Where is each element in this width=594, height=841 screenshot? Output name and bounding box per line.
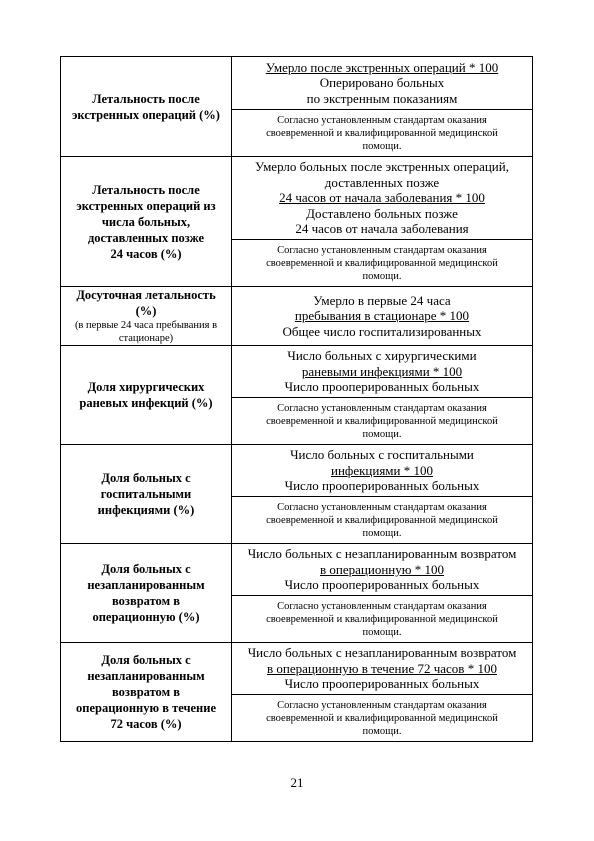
formula-numerator: раневыми инфекциями * 100 (301, 363, 463, 379)
formula-line: Число прооперированных больных (284, 577, 480, 593)
formula-numerator: в операционную в течение 72 часов * 100 (267, 660, 497, 676)
note-cell (232, 398, 533, 445)
formula-line: Оперировано больных (319, 75, 445, 91)
formula-line: Общее число госпитализированных (282, 323, 482, 339)
indicator-name-cell (61, 643, 232, 742)
note-line: Согласно установленным стандартам оказания (277, 699, 487, 711)
note-cell (232, 596, 533, 643)
note-cell (232, 497, 533, 544)
formula-line: Умерло больных после экстренных операций, (255, 159, 509, 175)
note-line: своевременной и квалифицированной медицинской (266, 415, 498, 427)
formula-line: Число прооперированных больных (284, 676, 480, 692)
indicator-name-line: Доля больных с (101, 653, 191, 667)
formula-line: Умерло в первые 24 часа (313, 292, 451, 308)
note-line: Согласно установленным стандартам оказания (277, 501, 487, 513)
indicator-name-line: госпитальными (100, 487, 192, 501)
indicator-name-line: незапланированным (87, 578, 205, 592)
indicator-name-line: Досуточная летальность (76, 288, 216, 302)
note-line: помощи. (362, 626, 402, 638)
indicator-name-line: незапланированным (87, 669, 205, 683)
formula-numerator: пребывания в стационаре * 100 (294, 308, 470, 324)
formula-line (232, 364, 532, 380)
note-line: Согласно установленным стандартам оказания (277, 402, 487, 414)
note-line: помощи. (362, 140, 402, 152)
formula-line (232, 661, 532, 677)
indicator-name-line: Доля хирургических (87, 380, 205, 394)
formula-line (232, 562, 532, 578)
indicator-name-line: числа больных, (101, 214, 191, 229)
indicator-name-line: экстренных операций (%) (72, 107, 220, 122)
indicator-name-line: 72 часов (%) (110, 717, 182, 731)
formula-line: Число больных с госпитальными (290, 447, 474, 463)
note-line: помощи. (362, 270, 402, 282)
indicator-name-line: Доля больных с (101, 471, 191, 485)
formula-line: Доставлено больных позже (306, 205, 458, 221)
formula-line: Число прооперированных больных (284, 478, 480, 494)
indicator-name-line: возвратом в (112, 685, 180, 699)
indicator-name-note: (в первые 24 часа пребывания в (74, 320, 218, 331)
note-line: Согласно установленным стандартам оказания (277, 600, 487, 612)
indicator-name-cell (61, 544, 232, 643)
indicator-name-cell (61, 157, 232, 287)
formula-cell (232, 346, 533, 398)
formula-line: Число больных с хирургическими (287, 348, 477, 364)
table-row (61, 445, 533, 497)
indicator-name-cell (61, 445, 232, 544)
indicator-name-line: операционную (%) (92, 610, 200, 624)
note-line: помощи. (362, 725, 402, 737)
formula-cell (232, 57, 533, 110)
formula-cell (232, 544, 533, 596)
table-row (61, 643, 533, 695)
table-row (61, 57, 533, 110)
indicator-name-line: Летальность после (92, 91, 200, 106)
indicator-name-line: Доля больных с (101, 562, 191, 576)
note-line: своевременной и квалифицированной медицинской (266, 127, 498, 139)
table-row (61, 346, 533, 398)
page-number: 21 (290, 775, 304, 790)
note-line: своевременной и квалифицированной медицинской (266, 514, 498, 526)
indicator-name-line: экстренных операций из (76, 198, 216, 213)
formula-line (232, 308, 532, 324)
indicator-name-cell (61, 287, 232, 346)
indicator-name-line: доставленных позже (87, 230, 205, 245)
table-row (61, 544, 533, 596)
note-cell (232, 695, 533, 742)
indicator-name-line: 24 часов (%) (110, 246, 182, 261)
formula-line: по экстренным показаниям (306, 90, 458, 106)
indicator-name-line: Летальность после (92, 182, 200, 197)
formula-line (232, 190, 532, 206)
table-row (61, 287, 533, 346)
indicator-name-line: возвратом в (112, 594, 180, 608)
formula-numerator: Умерло после экстренных операций * 100 (265, 59, 499, 75)
note-line: Согласно установленным стандартам оказания (277, 114, 487, 126)
formula-line: Число больных с незапланированным возвратом (247, 546, 517, 562)
indicators-table (60, 56, 533, 742)
indicator-name-line: (%) (135, 304, 157, 318)
indicator-name-cell (61, 57, 232, 157)
indicator-name-line: операционную в течение (76, 701, 216, 715)
table-row (61, 157, 533, 240)
formula-numerator: инфекциями * 100 (330, 462, 433, 478)
formula-line: 24 часов от начала заболевания (295, 221, 469, 237)
formula-line: Число прооперированных больных (284, 379, 480, 395)
formula-cell (232, 445, 533, 497)
note-line: Согласно установленным стандартам оказания (277, 244, 487, 256)
note-line: своевременной и квалифицированной медицинской (266, 257, 498, 269)
formula-line: Число больных с незапланированным возвратом (247, 645, 517, 661)
formula-cell (232, 287, 533, 346)
formula-numerator: 24 часов от начала заболевания * 100 (279, 190, 485, 206)
indicator-name-note: стационаре) (118, 333, 174, 344)
indicator-name-cell (61, 346, 232, 445)
formula-line (232, 60, 532, 76)
note-line: помощи. (362, 527, 402, 539)
note-cell (232, 240, 533, 287)
formula-line (232, 463, 532, 479)
formula-numerator: в операционную * 100 (320, 561, 444, 577)
note-line: своевременной и квалифицированной медицинской (266, 712, 498, 724)
indicator-name-line: раневых инфекций (%) (79, 396, 213, 410)
note-cell (232, 110, 533, 157)
note-line: помощи. (362, 428, 402, 440)
formula-cell (232, 643, 533, 695)
formula-line: доставленных позже (324, 174, 440, 190)
formula-cell (232, 157, 533, 240)
indicator-name-line: инфекциями (%) (97, 503, 195, 517)
note-line: своевременной и квалифицированной медицинской (266, 613, 498, 625)
